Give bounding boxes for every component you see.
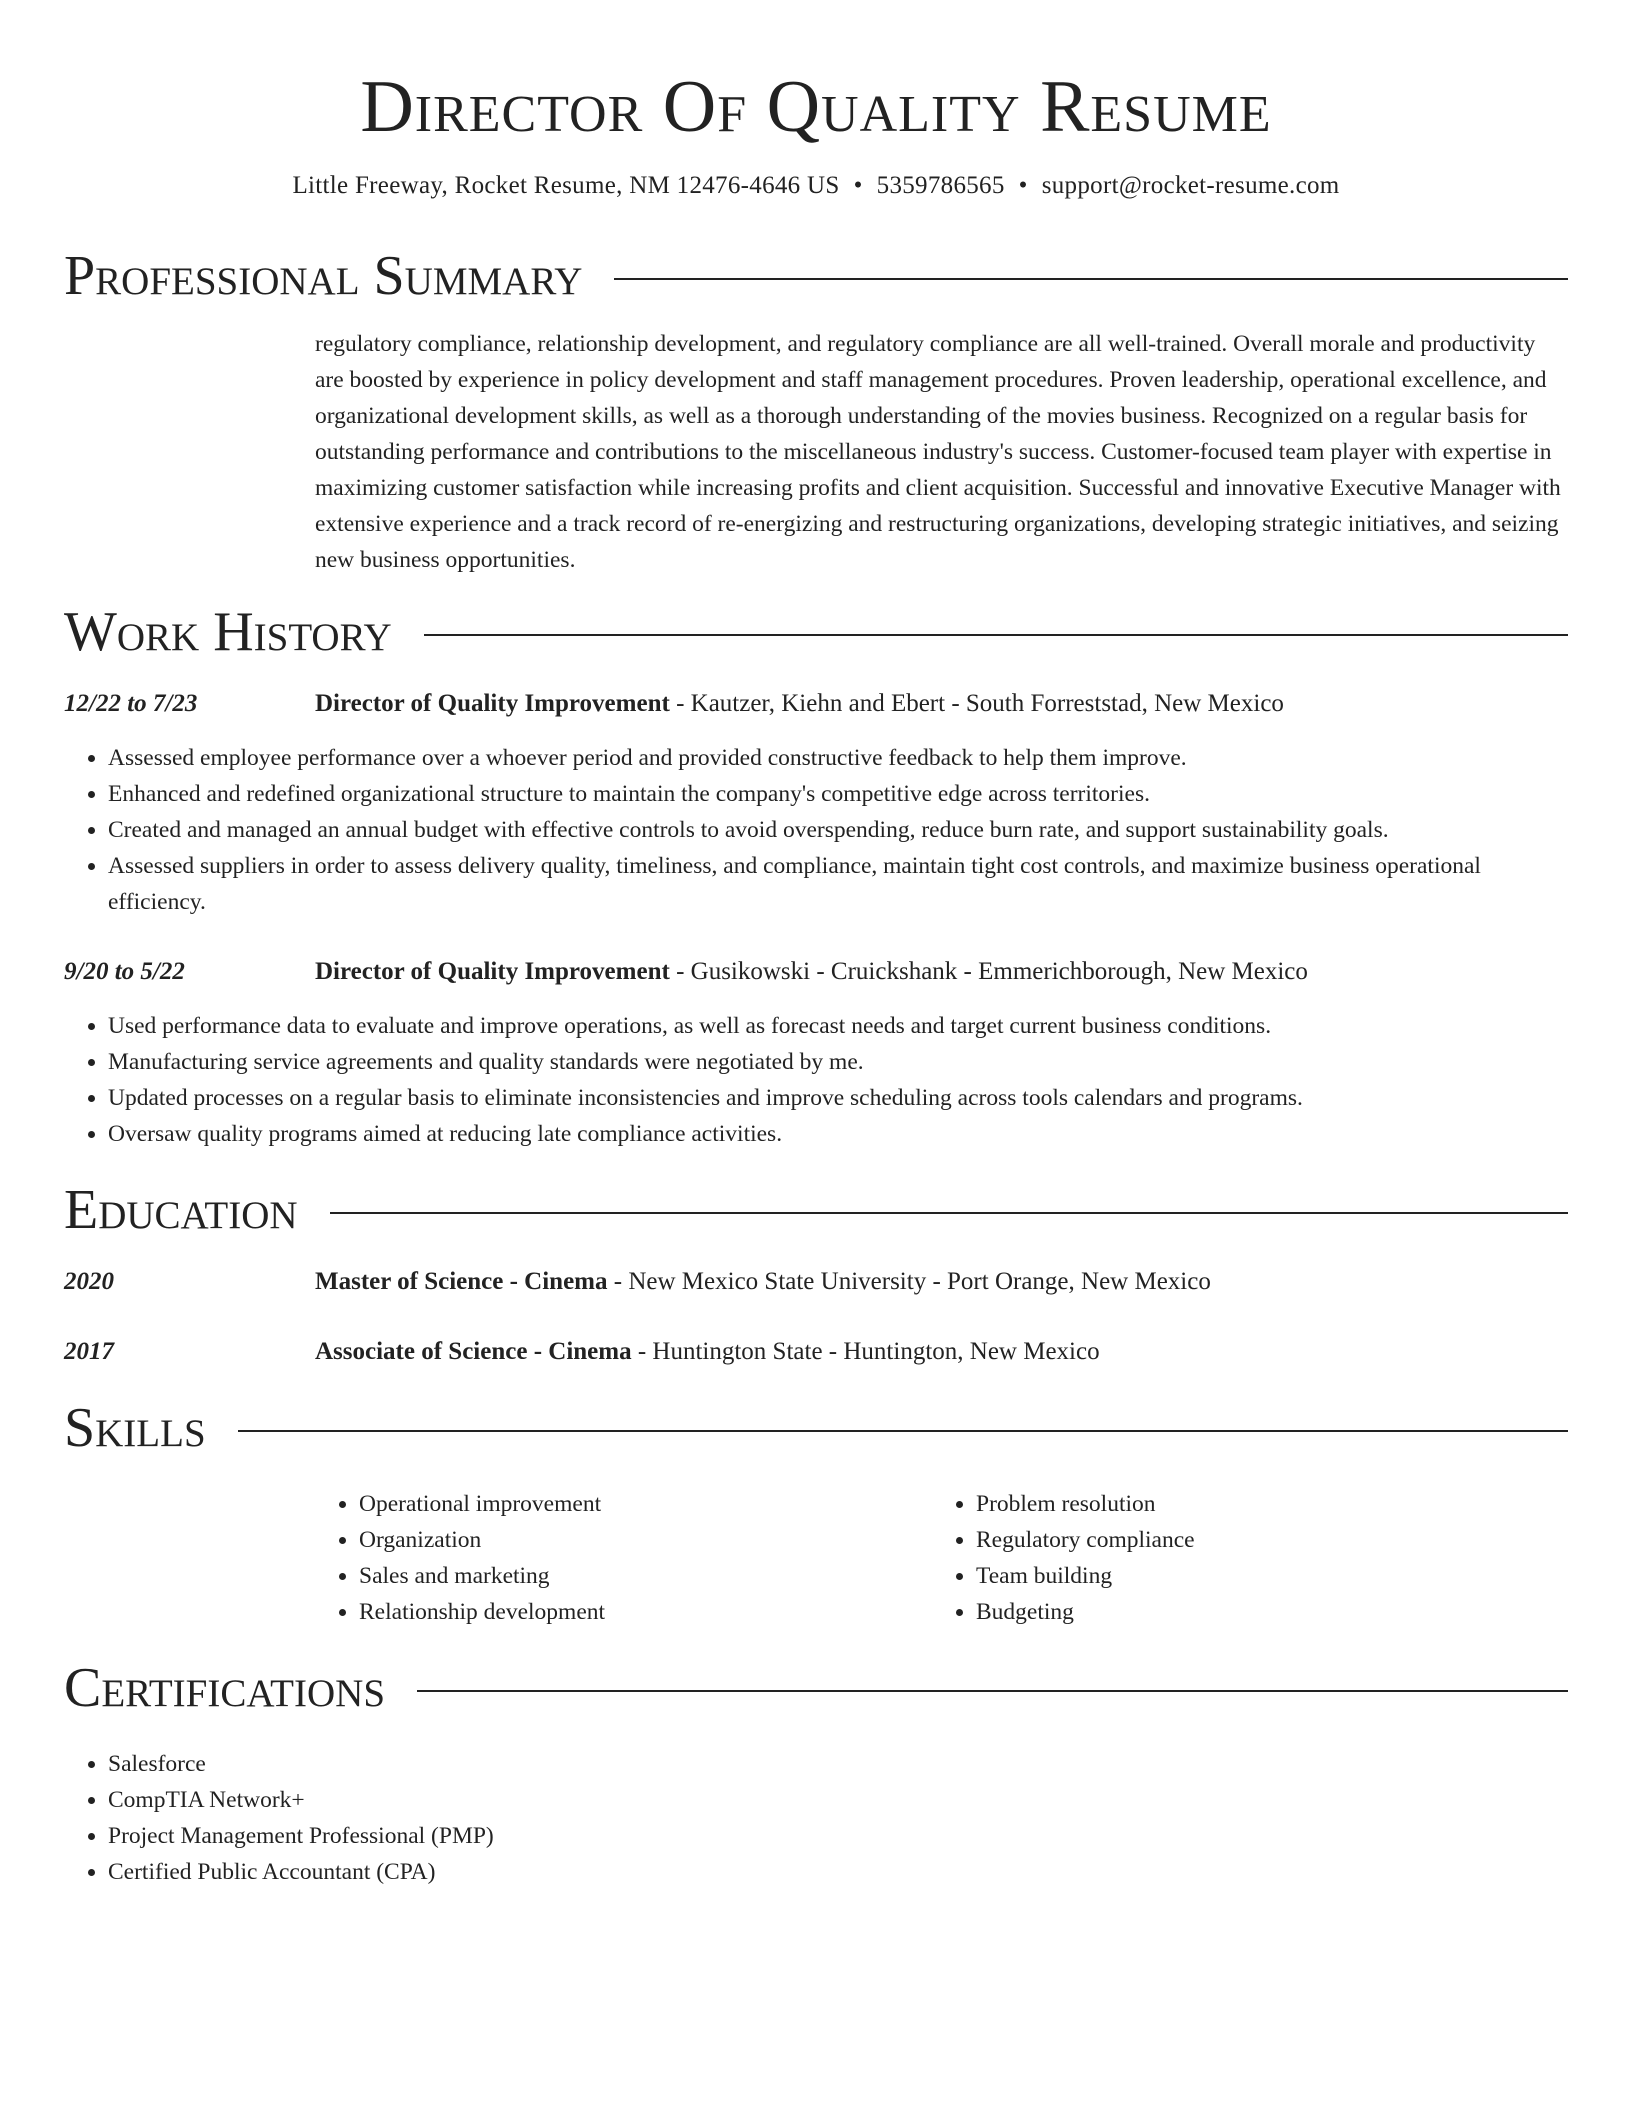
- work-section-header: [64, 600, 1568, 664]
- contact-address: Little Freeway, Rocket Resume, NM 12476-4646 US: [292, 172, 840, 199]
- contact-email[interactable]: support@rocket-resume.com: [1041, 172, 1340, 199]
- job-bullets: [64, 740, 1568, 920]
- job-bullet: • Assessed employee performance over a whoever period and provided constructive feedback to help them improve.: [108, 740, 1568, 776]
- skills-grid: [315, 1486, 1568, 1630]
- education-degree: Associate of Science - Cinema: [315, 1338, 632, 1365]
- skills-section-header: [64, 1396, 1568, 1460]
- skill-item: • Relationship development: [359, 1594, 932, 1630]
- job-bullets: [64, 1008, 1568, 1152]
- job-header: [64, 686, 1568, 722]
- contact-line: [64, 170, 1568, 202]
- job-details: - Kautzer, Kiehn and Ebert - South Forreststad, New Mexico: [669, 690, 1284, 717]
- skills-list: [932, 1486, 1549, 1630]
- education-entry: [64, 1264, 1568, 1300]
- education-details: - Huntington State - Huntington, New Mexico: [631, 1338, 1100, 1365]
- certification-item: • Certified Public Accountant (CPA): [108, 1854, 1568, 1890]
- job-entry: [64, 954, 1568, 1152]
- section-divider: [417, 1690, 1568, 1692]
- summary-text: regulatory compliance, relationship development, and regulatory compliance are all well-trained. Overall morale and productivity are boosted by experience in policy development and staff management procedures. Proven leadership, operational excellence, and organizational development skills, as well as a thorough understanding of the movies business. Recognized on a regular basis for outstanding performance and contributions to the miscellaneous industry's success. Customer-focused team player with expertise in maximizing customer satisfaction while increasing profits and client acquisition. Successful and innovative Executive Manager with extensive experience and a track record of re-energizing and restructuring organizations, developing strategic initiatives, and seizing new business opportunities.: [315, 331, 1561, 573]
- resume-page: [64, 0, 1568, 1890]
- skills-column-left: [315, 1486, 932, 1630]
- education-year: 2017: [64, 1338, 114, 1365]
- job-bullet: • Enhanced and redefined organizational structure to maintain the company's competitive edge across territories.: [108, 776, 1568, 812]
- education-line: [315, 1264, 1568, 1300]
- job-details: - Gusikowski - Cruickshank - Emmerichborough, New Mexico: [669, 958, 1308, 985]
- contact-separator: •: [853, 172, 863, 199]
- skill-item: • Team building: [976, 1558, 1549, 1594]
- section-divider: [424, 634, 1568, 636]
- skill-item: • Sales and marketing: [359, 1558, 932, 1594]
- contact-phone: 5359786565: [876, 172, 1005, 199]
- job-title-line: [315, 954, 1568, 990]
- resume-title: Director Of Quality Resume: [360, 66, 1272, 148]
- job-bullet: • Oversaw quality programs aimed at reducing late compliance activities.: [108, 1116, 1568, 1152]
- contact-separator: •: [1018, 172, 1028, 199]
- job-dates: 9/20 to 5/22: [64, 958, 185, 985]
- skill-item: • Regulatory compliance: [976, 1522, 1549, 1558]
- certification-item: • Project Management Professional (PMP): [108, 1818, 1568, 1854]
- education-entry: [64, 1334, 1568, 1370]
- section-title-summary: Professional Summary: [64, 245, 583, 307]
- section-divider: [330, 1212, 1568, 1214]
- section-divider: [614, 278, 1568, 280]
- education-degree: Master of Science - Cinema: [315, 1268, 608, 1295]
- job-dates: 12/22 to 7/23: [64, 690, 198, 717]
- education-line: [315, 1334, 1568, 1370]
- job-bullet: • Used performance data to evaluate and improve operations, as well as forecast needs and target current business conditions.: [108, 1008, 1568, 1044]
- education-year: 2020: [64, 1268, 114, 1295]
- job-entry: [64, 686, 1568, 920]
- summary-section-header: [64, 244, 1568, 308]
- skill-item: • Organization: [359, 1522, 932, 1558]
- job-role: Director of Quality Improvement: [315, 690, 670, 717]
- job-bullet: • Assessed suppliers in order to assess delivery quality, timeliness, and compliance, maintain tight cost controls, and maximize business operational efficiency.: [108, 848, 1568, 920]
- job-role: Director of Quality Improvement: [315, 958, 670, 985]
- section-title-certifications: Certifications: [64, 1657, 386, 1719]
- skill-item: • Budgeting: [976, 1594, 1549, 1630]
- job-title-line: [315, 686, 1568, 722]
- certifications-list: [64, 1746, 1568, 1890]
- job-bullet: • Updated processes on a regular basis to eliminate inconsistencies and improve scheduling across tools calendars and programs.: [108, 1080, 1568, 1116]
- skills-column-right: [932, 1486, 1549, 1630]
- skill-item: • Problem resolution: [976, 1486, 1549, 1522]
- section-title-work-history: Work History: [64, 601, 392, 663]
- certification-item: • CompTIA Network+: [108, 1782, 1568, 1818]
- section-title-skills: Skills: [64, 1397, 206, 1459]
- section-divider: [238, 1430, 1568, 1432]
- education-details: - New Mexico State University - Port Orange, New Mexico: [607, 1268, 1211, 1295]
- education-section-header: [64, 1178, 1568, 1242]
- job-bullet: • Manufacturing service agreements and quality standards were negotiated by me.: [108, 1044, 1568, 1080]
- skills-list: [315, 1486, 932, 1630]
- section-title-education: Education: [64, 1179, 298, 1241]
- job-header: [64, 954, 1568, 990]
- certification-item: • Salesforce: [108, 1746, 1568, 1782]
- job-bullet: • Created and managed an annual budget with effective controls to avoid overspending, reduce burn rate, and support sustainability goals.: [108, 812, 1568, 848]
- certifications-section-header: [64, 1656, 1568, 1720]
- skill-item: • Operational improvement: [359, 1486, 932, 1522]
